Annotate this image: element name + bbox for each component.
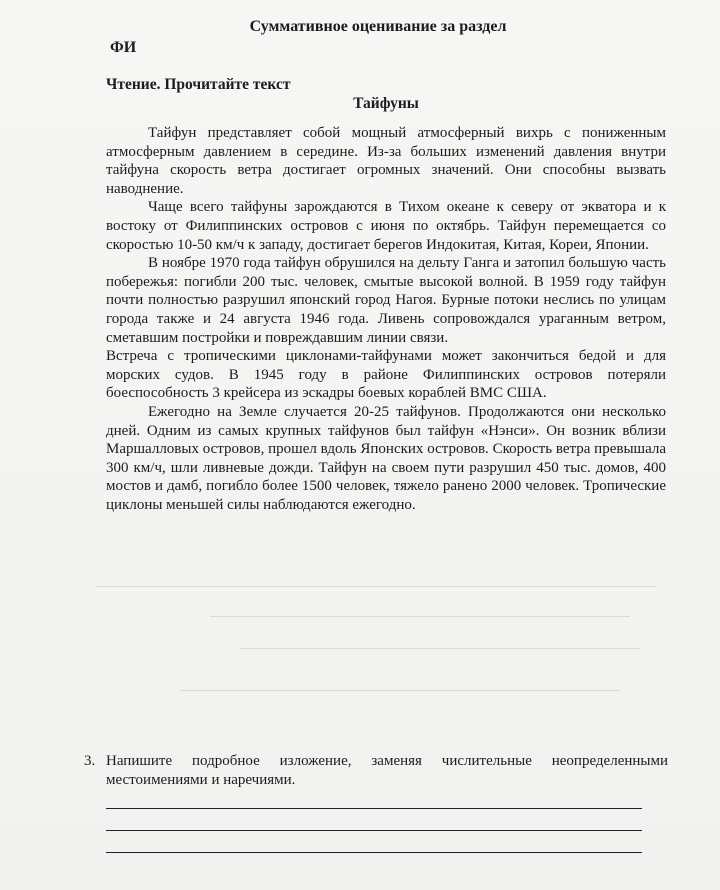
answer-line[interactable]	[106, 852, 642, 853]
scan-artifact	[180, 690, 620, 691]
paragraph: Чаще всего тайфуны зарождаются в Тихом океане к северу от экватора и к востоку от Филиппинских островов с июня по октябрь. Тайфун перемещается со скоростью 10-50 км/ч к западу, достигает берегов Индокитая, Китая, Кореи, Японии.	[106, 199, 666, 253]
task-instruction: Напишите подробное изложение, заменяя числительные неопределенными местоимениями и наречиями.	[106, 753, 668, 788]
answer-line[interactable]	[106, 830, 642, 831]
scan-artifact	[96, 586, 656, 587]
scan-artifact	[210, 616, 630, 617]
paragraph: В ноябре 1970 года тайфун обрушился на дельту Ганга и затопил большую часть побережья: погибли 200 тыс. человек, смытые высокой волной. В 1959 году тайфун почти полностью разрушил японский город Нагоя. Бурные потоки неслись по улицам города также и 24 августа 1946 года. Ливень сопровождался ураганным ветром, сметавшим постройки и повреждавшим линии связи.	[106, 255, 666, 346]
task-number: 3.	[84, 753, 96, 769]
text-title: Тайфуны	[353, 95, 419, 112]
writing-task	[84, 752, 668, 790]
reading-text	[106, 124, 666, 514]
scan-artifact	[240, 648, 640, 649]
answer-line[interactable]	[106, 808, 642, 809]
assessment-title: Суммативное оценивание за раздел	[249, 18, 507, 35]
paragraph: Тайфун представляет собой мощный атмосферный вихрь с пониженным атмосферным давлением в середине. Из-за больших изменений давления внутри тайфуна скорость ветра достигает огромных значений. Они способны вызвать наводнение.	[106, 125, 666, 197]
student-name-label: ФИ	[110, 39, 137, 56]
paragraph: Ежегодно на Земле случается 20-25 тайфунов. Продолжаются они несколько дней. Одним из самых крупных тайфунов был тайфун «Нэнси». Он возник вблизи Маршалловых островов, прошел вдоль Японских островов. Скорость ветра превышала 300 км/ч, шли ливневые дожди. Тайфун на своем пути разрушил 450 тыс. домов, 400 мостов и дамб, погибло более 1500 человек, тяжело ранено 2000 человек. Тропические циклоны меньшей силы наблюдаются ежегодно.	[106, 403, 666, 513]
paragraph: Встреча с тропическими циклонами-тайфунами может закончиться бедой и для морских судов. В 1945 году в районе Филиппинских островов потеряли боеспособность 3 крейсера из эскадры боевых кораблей ВМС США.	[106, 348, 666, 402]
reading-task-heading: Чтение. Прочитайте текст	[106, 76, 291, 93]
